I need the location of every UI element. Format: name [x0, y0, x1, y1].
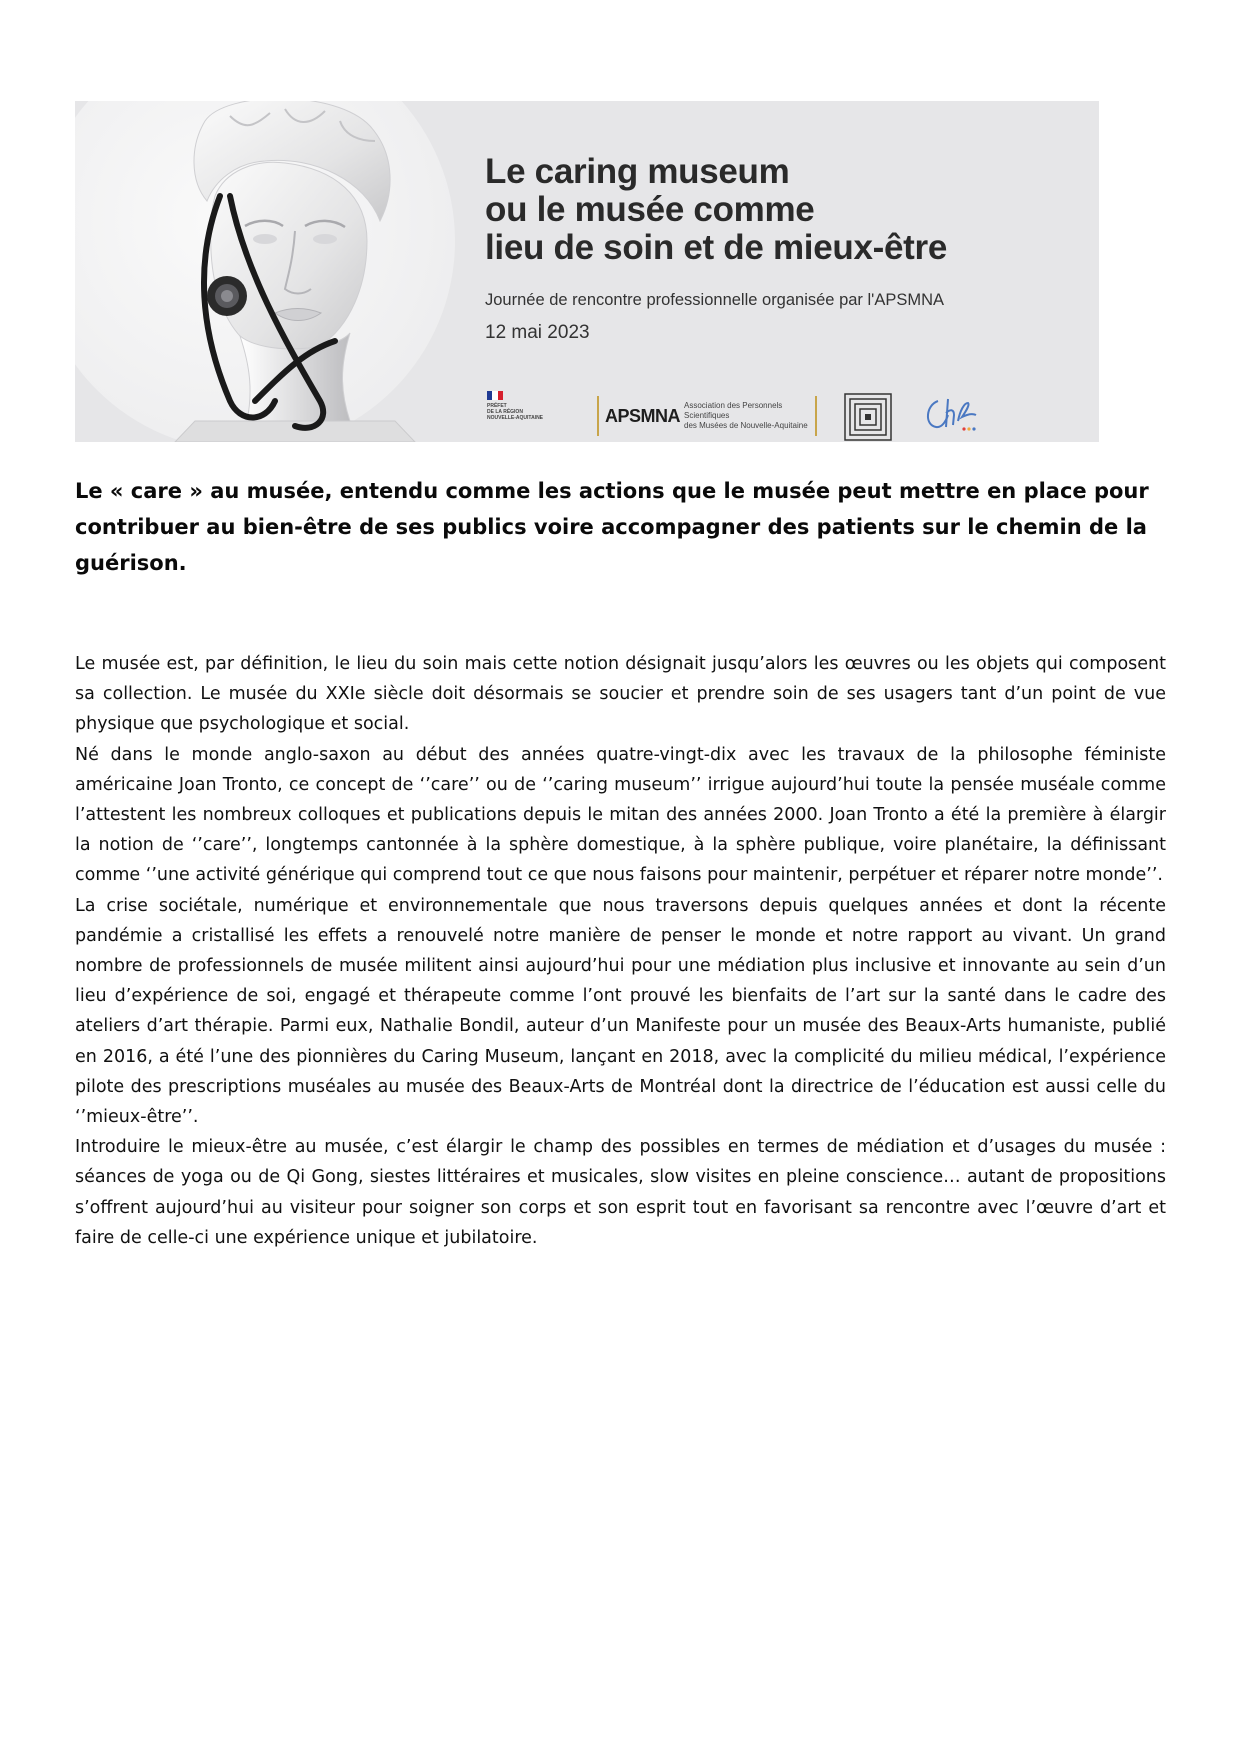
- lead-paragraph: Le « care » au musée, entendu comme les actions que le musée peut mettre en place pour contribuer au bien-être de ses publics voire accompagner des patients sur le chemin de la guérison.: [75, 479, 1149, 575]
- bust-with-stethoscope-illustration: [135, 101, 435, 442]
- banner-subtitle: Journée de rencontre professionnelle organisée par l'APSMNA: [485, 291, 944, 309]
- apsmna-logo: [597, 396, 817, 436]
- apsmna-desc-line: Association des Personnels Scientifiques: [684, 401, 783, 420]
- body-paragraph: Le musée est, par définition, le lieu du soin mais cette notion désignait jusqu’alors les œuvres ou les objets qui composent sa collection. Le musée du XXIe siècle doit désormais se soucier et prendre soin de ses usagers tant d’un point de vue physique que psychologique et social.: [75, 654, 1166, 735]
- event-banner: [75, 101, 1099, 442]
- prefet-logo: [487, 391, 565, 435]
- banner-title-line: ou le musée comme: [485, 190, 815, 229]
- body-paragraph: Né dans le monde anglo-saxon au début des années quatre-vingt-dix avec les travaux de la philosophe féministe américaine Joan Tronto, ce concept de ‘’care’’ ou de ‘’caring museum’’ irrigue aujourd’hui toute la pensée muséale comme l’attestent les nombreux colloques et publications depuis le mitan des années 2000. Joan Tronto a été la première à élargir la notion de ‘’care’’, longtemps cantonnée à la sphère domestique, à la sphère publique, voire planétaire, la définissant comme ‘’une activité générique qui comprend tout ce que nous faisons pour maintenir, perpétuer et réparer notre monde’’.: [75, 744, 1166, 886]
- french-flag-icon: [487, 391, 503, 400]
- body-paragraph: Introduire le mieux-être au musée, c’est élargir le champ des possibles en termes de médiation et d’usages du musée : séances de yoga ou de Qi Gong, siestes littéraires et musicales, slow visites en pleine conscience… autant de propositions s’offrent aujourd’hui au visiteur pour soigner son corps et son esprit tout en favorisant sa rencontre avec l’œuvre d’art et faire de celle-ci une expérience unique et jubilatoire.: [75, 1137, 1166, 1248]
- apsmna-logo-description: [684, 401, 809, 431]
- banner-title-line: lieu de soin et de mieux-être: [485, 228, 947, 267]
- concentric-squares-logo-icon: [844, 393, 892, 441]
- body-paragraph: La crise sociétale, numérique et environnementale que nous traversons depuis quelques années et dont la récente pandémie a cristallisé les effets a renouvelé notre manière de penser le monde et notre rapport au vivant. Un grand nombre de professionnels de musée militent ainsi aujourd’hui pour une médiation plus inclusive et innovante au sein d’un lieu d’expérience de soi, engagé et thérapeute comme l’ont prouvé les bienfaits de l’art sur la santé dans le cadre des ateliers d’art thérapie. Parmi eux, Nathalie Bondil, auteur d’un Manifeste pour un musée des Beaux-Arts humaniste, publié en 2016, a été l’une des pionnières du Caring Museum, lançant en 2018, avec la complicité du milieu médical, l’expérience pilote des prescriptions muséales au musée des Beaux-Arts de Montréal dont la directrice de l’éducation est aussi celle du ‘’mieux-être’’.: [75, 895, 1166, 1128]
- banner-date: 12 mai 2023: [485, 322, 590, 343]
- banner-title-line: Le caring museum: [485, 152, 790, 191]
- article-body: [75, 649, 1166, 1253]
- apsmna-logo-mark: APSMNA: [605, 405, 681, 426]
- prefet-logo-text: PRÉFET DE LA RÉGION NOUVELLE-AQUITAINE: [487, 403, 544, 421]
- apsmna-desc-line: des Musées de Nouvelle-Aquitaine: [684, 421, 808, 430]
- banner-title: [485, 153, 947, 267]
- script-signature-logo-icon: [920, 391, 980, 436]
